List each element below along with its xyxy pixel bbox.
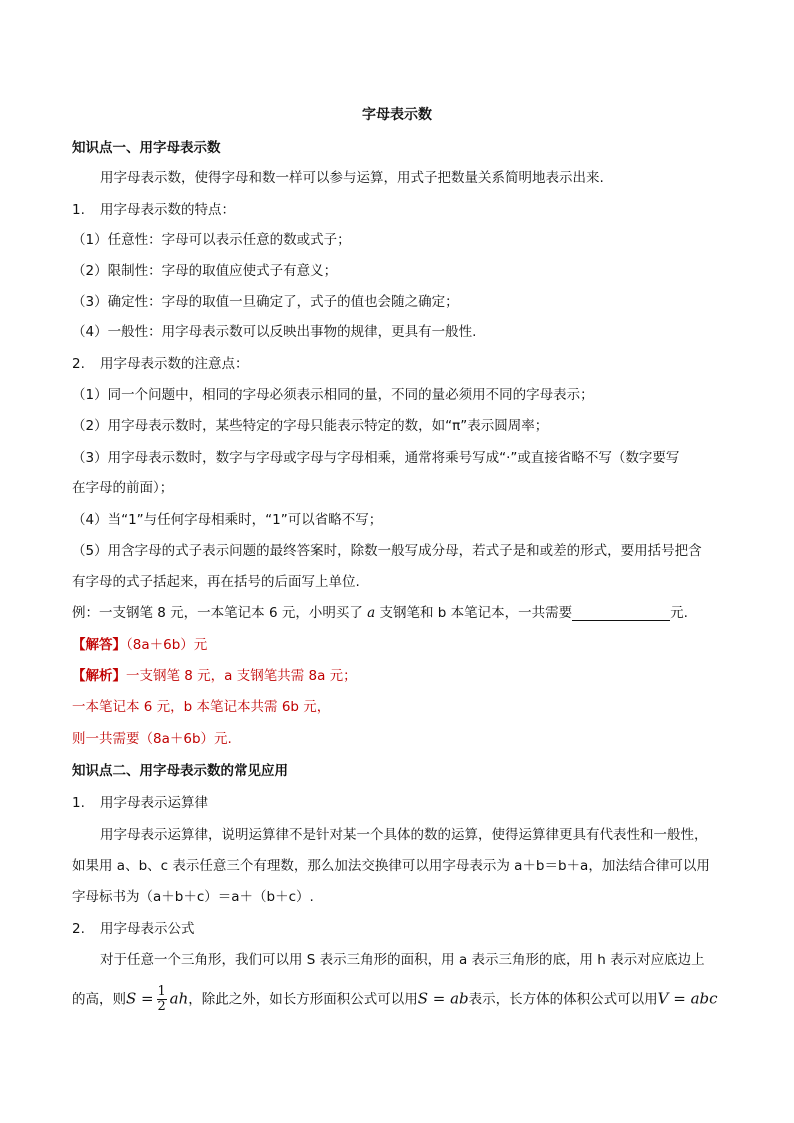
analysis-line-2: 一本笔记本 6 元，b 本笔记本共需 6b 元， [72,699,331,715]
app2-text-b: ，除此之外，如长方形面积公式可以用 [188,991,418,1008]
answer-line [72,633,207,653]
one-half-fraction [157,985,167,1014]
analysis-line-3: 则一共需要（8a＋6b）元. [72,731,232,747]
page-title: 字母表示数 [362,107,432,123]
rectangle-area-formula: S = ab [417,989,469,1008]
point2-item-4: （4）当“1”与任何字母相乘时，“1”可以省略不写； [72,512,383,528]
example-text-3: 元. [670,605,688,621]
point1-item-1: （1）任意性：字母可以表示任意的数或式子； [72,232,351,248]
app2-text-c: 表示，长方体的体积公式可以用 [468,991,658,1008]
section1-heading: 知识点一、用字母表示数 [72,140,221,156]
point2-item-3-cont: 在字母的前面）； [72,480,174,496]
app2-line-2 [72,985,718,1014]
app1-label: 用字母表示运算律 [100,795,208,811]
app2-text-a: 的高，则 [72,991,126,1008]
point2-label: 用字母表示数的注意点： [100,356,249,372]
example-text-2: 支钢笔和 b 本笔记本，一共需要 [379,605,573,621]
analysis-tag: 【解析】 [72,668,126,684]
answer-text: （8a＋6b）元 [126,637,208,653]
point2-item-5-cont: 有字母的式子括起来，再在括号的后面写上单位. [72,574,360,590]
example-var-a: a [367,605,376,621]
point2-number: 2. [72,356,85,372]
app1-heading [72,791,208,811]
point1-number: 1. [72,202,85,218]
app2-heading [72,917,195,937]
fraction-numerator: 1 [157,984,166,999]
point1-item-4: （4）一般性：用字母表示数可以反映出事物的规律，更具有一般性. [72,324,477,340]
section2-heading: 知识点二、用字母表示数的常见应用 [72,763,288,779]
point2-item-1: （1）同一个问题中，相同的字母必须表示相同的量，不同的量必须用不同的字母表示； [72,387,594,403]
app1-number: 1. [72,795,85,811]
app1-line-2: 如果用 a、b、c 表示任意三个有理数，那么加法交换律可以用字母表示为 a＋b＝b＋a，加法结合律可以用 [72,858,710,874]
triangle-area-lhs: S = [126,989,154,1008]
app1-line-1: 用字母表示运算律，说明运算律不是针对某一个具体的数的运算，使得运算律更具有代表性和一般性， [100,827,708,843]
example-text-1: 例：一支钢笔 8 元，一本笔记本 6 元，小明买了 [72,605,363,621]
point1-item-2: （2）限制性：字母的取值应使式子有意义； [72,263,338,279]
cuboid-volume-formula: V = abc [657,989,718,1008]
analysis-line-1 [72,664,357,684]
point2-item-3: （3）用字母表示数时，数字与字母或字母与字母相乘，通常将乘号写成“·”或直接省略不写（数字要写 [72,450,680,466]
point1-heading [72,198,235,218]
example-question [72,601,688,621]
point1-label: 用字母表示数的特点： [100,202,235,218]
answer-blank [572,606,670,621]
point2-item-5: （5）用含字母的式子表示问题的最终答案时，除数一般写成分母，若式子是和或差的形式，要用括号把含 [72,543,702,559]
answer-tag: 【解答】 [72,637,126,653]
analysis-text-1: 一支钢笔 8 元，a 支钢笔共需 8a 元； [126,668,357,684]
point2-heading [72,352,249,372]
app2-number: 2. [72,921,85,937]
point1-item-3: （3）确定性：字母的取值一旦确定了，式子的值也会随之确定； [72,294,459,310]
triangle-area-rhs: ah [169,989,189,1008]
fraction-denominator: 2 [157,999,166,1014]
app2-line-1: 对于任意一个三角形，我们可以用 S 表示三角形的面积，用 a 表示三角形的底，用 h 表示对应底边上 [100,952,705,968]
app1-line-3: 字母标书为（a＋b＋c）＝a＋（b＋c）. [72,889,314,905]
point2-item-2: （2）用字母表示数时，某些特定的字母只能表示特定的数，如“π”表示圆周率； [72,418,549,434]
app2-label: 用字母表示公式 [100,921,195,937]
section1-intro: 用字母表示数，使得字母和数一样可以参与运算，用式子把数量关系简明地表示出来. [100,170,604,186]
